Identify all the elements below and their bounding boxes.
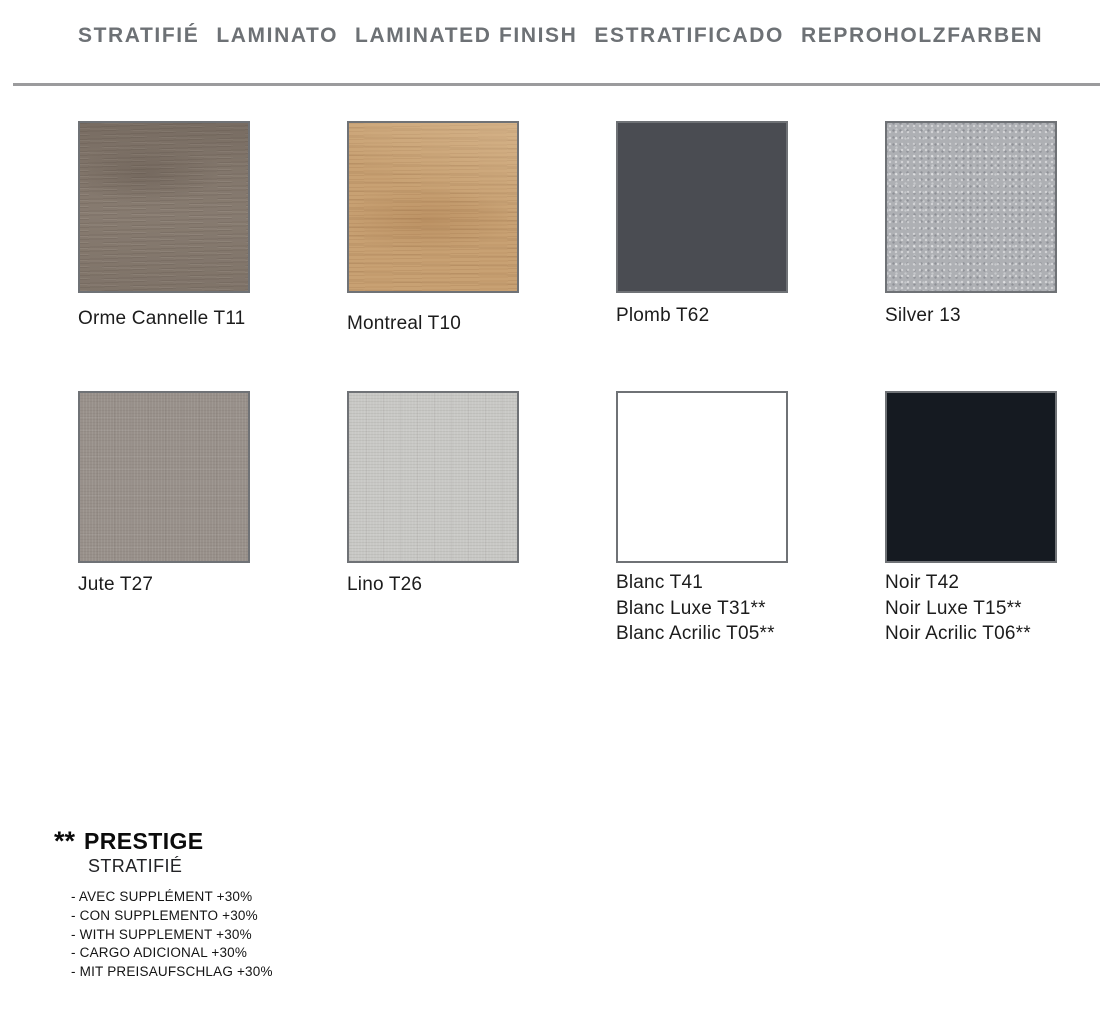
swatch-cell-orme-cannelle-t11 — [78, 121, 250, 332]
swatch-cell-noir-t42 — [885, 391, 1057, 647]
swatch-cell-blanc-t41 — [616, 391, 788, 647]
title-divider — [13, 83, 1100, 86]
swatch-cell-silver-13 — [885, 121, 1057, 329]
footnote-marker: ** — [54, 826, 76, 856]
footnote-item: - CARGO ADICIONAL +30% — [71, 945, 248, 961]
swatch-label: Silver 13 — [885, 305, 961, 326]
page-title — [78, 24, 1043, 48]
swatch-label: Lino T26 — [347, 574, 423, 595]
swatch-jute-t27 — [78, 391, 250, 563]
swatch-lino-t26 — [347, 391, 519, 563]
footnote-item: - CON SUPPLEMENTO +30% — [71, 907, 258, 923]
footnote-heading — [54, 828, 204, 854]
footnote-list — [71, 888, 273, 982]
swatch-label: Orme Cannelle T11 — [78, 308, 246, 329]
swatch-orme-cannelle-t11 — [78, 121, 250, 293]
footnote-title: PRESTIGE — [84, 828, 204, 854]
swatch-label: Plomb T62 — [616, 305, 710, 326]
swatch-plomb-t62 — [616, 121, 788, 293]
swatch-label: Montreal T10 — [347, 313, 461, 334]
footnote-item: - AVEC SUPPLÉMENT +30% — [71, 889, 253, 904]
page-title-word-de: REPROHOLZFARBEN — [800, 24, 1044, 47]
page-title-word-it: LAMINATO — [216, 24, 339, 47]
footnote-item: - MIT PREISAUFSCHLAG +30% — [71, 964, 273, 980]
swatch-blanc-t41 — [616, 391, 788, 563]
page-title-word-fr: STRATIFIÉ — [78, 24, 200, 47]
page-title-word-es: ESTRATIFICADO — [594, 24, 784, 47]
swatch-cell-montreal-t10 — [347, 121, 519, 337]
swatch-cell-lino-t26 — [347, 391, 519, 598]
swatch-silver-13 — [885, 121, 1057, 293]
swatch-label: Noir T42 Noir Luxe T15** Noir Acrilic T06** — [885, 572, 1031, 644]
swatch-montreal-t10 — [347, 121, 519, 293]
footnote-item: - WITH SUPPLEMENT +30% — [71, 926, 252, 942]
swatch-cell-jute-t27 — [78, 391, 250, 598]
swatch-label: Jute T27 — [78, 574, 154, 595]
footnote-subtitle: STRATIFIÉ — [88, 856, 183, 876]
swatch-cell-plomb-t62 — [616, 121, 788, 329]
swatch-label: Blanc T41 Blanc Luxe T31** Blanc Acrilic T05** — [616, 572, 775, 644]
swatch-noir-t42 — [885, 391, 1057, 563]
page-title-word-en: LAMINATED FINISH — [355, 24, 578, 47]
